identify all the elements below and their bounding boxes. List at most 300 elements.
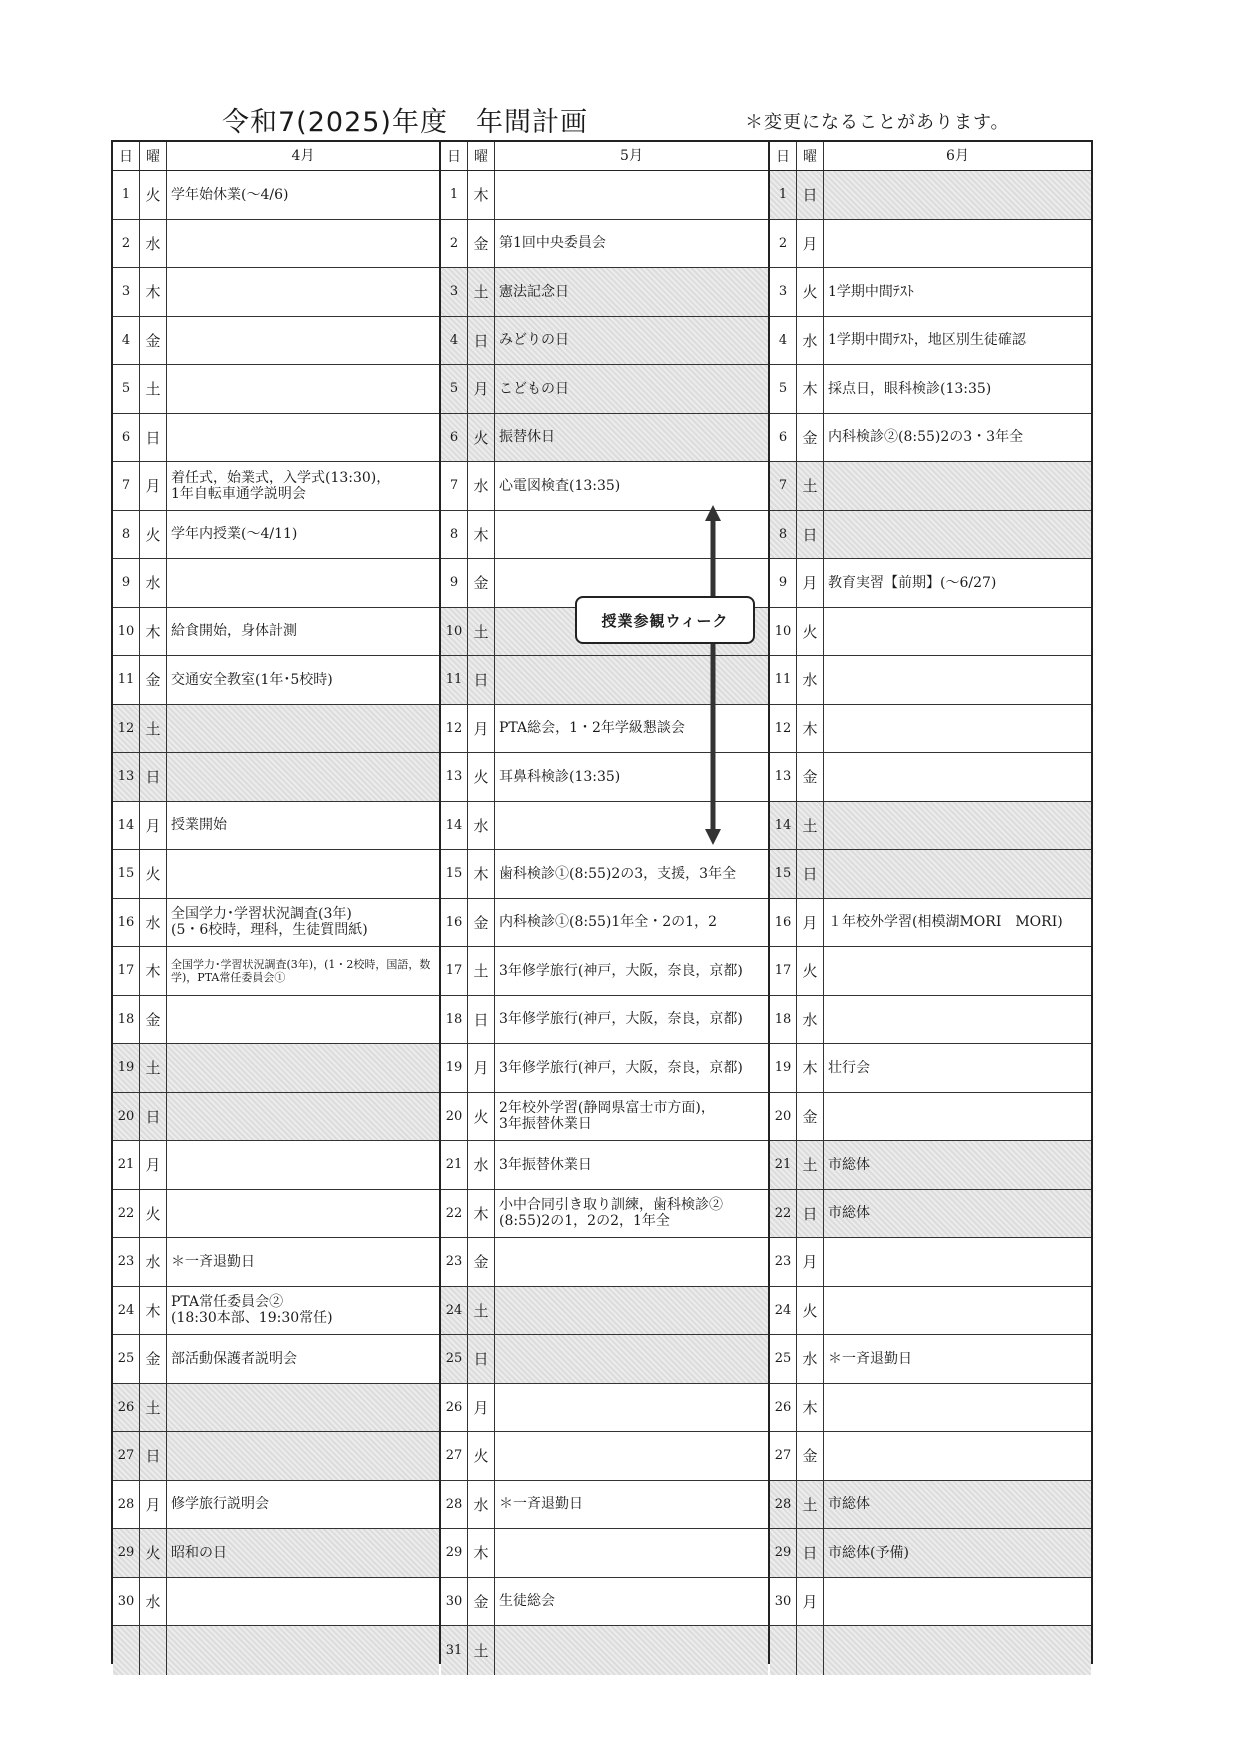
day-row bbox=[113, 753, 439, 802]
weekday: 土 bbox=[140, 1044, 167, 1092]
event-text: 採点日，眼科検診(13:35) bbox=[828, 380, 992, 397]
day-row bbox=[441, 414, 768, 463]
day-row bbox=[441, 1578, 768, 1627]
day-row bbox=[113, 1384, 439, 1433]
day-number: 11 bbox=[113, 656, 140, 704]
day-number: 8 bbox=[113, 511, 140, 559]
day-row bbox=[770, 1238, 1091, 1287]
event-text bbox=[167, 1141, 439, 1189]
weekday: 水 bbox=[140, 899, 167, 947]
day-row bbox=[113, 171, 439, 220]
event-text: 耳鼻科検診(13:35) bbox=[499, 768, 621, 785]
event-text: 市総体(予備) bbox=[828, 1544, 909, 1561]
day-row bbox=[770, 1093, 1091, 1142]
weekday: 金 bbox=[797, 753, 824, 801]
day-row bbox=[441, 1190, 768, 1239]
weekday-header: 曜 bbox=[140, 142, 167, 170]
day-row bbox=[441, 1335, 768, 1384]
event-text bbox=[167, 1044, 439, 1092]
day-number: 18 bbox=[441, 996, 468, 1044]
event-text bbox=[824, 996, 1091, 1044]
weekday: 日 bbox=[797, 850, 824, 898]
day-number: 25 bbox=[113, 1335, 140, 1383]
week-span-arrow bbox=[700, 505, 726, 845]
event-text: 学年始休業(～4/6) bbox=[171, 186, 289, 203]
event-text bbox=[824, 1626, 1091, 1675]
day-number: 15 bbox=[113, 850, 140, 898]
event-text: 3年修学旅行(神戸，大阪，奈良，京都) bbox=[499, 1011, 743, 1028]
day-number: 10 bbox=[770, 608, 797, 656]
weekday: 日 bbox=[140, 1093, 167, 1141]
day-row bbox=[113, 1093, 439, 1142]
day-row bbox=[770, 753, 1091, 802]
day-number: 4 bbox=[770, 317, 797, 365]
event-text bbox=[824, 656, 1091, 704]
day-row bbox=[441, 996, 768, 1045]
day-number: 23 bbox=[770, 1238, 797, 1286]
event-text bbox=[167, 850, 439, 898]
day-row bbox=[770, 1529, 1091, 1578]
day-number: 22 bbox=[113, 1190, 140, 1238]
day-number: 16 bbox=[441, 899, 468, 947]
day-number: 1 bbox=[441, 171, 468, 219]
weekday: 火 bbox=[140, 850, 167, 898]
day-number: 2 bbox=[441, 220, 468, 268]
event-text bbox=[167, 220, 439, 268]
day-row bbox=[113, 414, 439, 463]
day-row bbox=[770, 1384, 1091, 1433]
day-row bbox=[441, 462, 768, 511]
day-row bbox=[770, 1287, 1091, 1336]
day-row bbox=[113, 1529, 439, 1578]
day-header: 日 bbox=[441, 142, 468, 170]
event-text bbox=[824, 1287, 1091, 1335]
weekday: 木 bbox=[468, 1529, 495, 1577]
event-text bbox=[495, 1626, 768, 1675]
day-number: 2 bbox=[113, 220, 140, 268]
day-row bbox=[113, 1238, 439, 1287]
day-row bbox=[113, 1626, 439, 1675]
day-number: 18 bbox=[113, 996, 140, 1044]
day-row bbox=[113, 462, 439, 511]
day-row bbox=[441, 1287, 768, 1336]
day-row bbox=[113, 802, 439, 851]
day-row bbox=[770, 559, 1091, 608]
day-row bbox=[441, 1141, 768, 1190]
day-number: 12 bbox=[770, 705, 797, 753]
day-row bbox=[113, 1335, 439, 1384]
day-number: 7 bbox=[770, 462, 797, 510]
event-text: 修学旅行説明会 bbox=[171, 1496, 269, 1513]
weekday: 金 bbox=[468, 1238, 495, 1286]
day-number: 28 bbox=[441, 1481, 468, 1529]
event-text: 第1回中央委員会 bbox=[499, 235, 606, 252]
day-number: 27 bbox=[441, 1432, 468, 1480]
day-row bbox=[770, 317, 1091, 366]
header bbox=[0, 100, 1240, 140]
day-row bbox=[770, 608, 1091, 657]
day-row bbox=[113, 511, 439, 560]
day-number: 4 bbox=[113, 317, 140, 365]
day-row bbox=[441, 1481, 768, 1530]
day-number: 14 bbox=[113, 802, 140, 850]
day-number: 10 bbox=[441, 608, 468, 656]
day-row bbox=[441, 365, 768, 414]
day-number: 27 bbox=[113, 1432, 140, 1480]
weekday: 火 bbox=[468, 1432, 495, 1480]
day-row bbox=[113, 317, 439, 366]
weekday-header: 曜 bbox=[468, 142, 495, 170]
day-number: 3 bbox=[113, 268, 140, 316]
event-text bbox=[824, 1093, 1091, 1141]
day-row bbox=[770, 268, 1091, 317]
day-row bbox=[441, 899, 768, 948]
day-number: 13 bbox=[441, 753, 468, 801]
day-row bbox=[441, 220, 768, 269]
day-number: 8 bbox=[770, 511, 797, 559]
day-number: 21 bbox=[113, 1141, 140, 1189]
weekday: 土 bbox=[797, 1141, 824, 1189]
weekday: 水 bbox=[797, 996, 824, 1044]
weekday: 土 bbox=[140, 1384, 167, 1432]
change-note: ＊変更になることがあります。 bbox=[745, 112, 1010, 133]
day-number: 2 bbox=[770, 220, 797, 268]
day-number: 16 bbox=[113, 899, 140, 947]
day-row bbox=[113, 899, 439, 948]
event-text bbox=[495, 1287, 768, 1335]
weekday: 金 bbox=[468, 220, 495, 268]
event-text: 内科検診①(8:55)1年全・2の1，2 bbox=[499, 914, 717, 931]
day-row bbox=[770, 705, 1091, 754]
event-text bbox=[824, 753, 1091, 801]
day-number: 20 bbox=[441, 1093, 468, 1141]
day-number: 18 bbox=[770, 996, 797, 1044]
weekday: 日 bbox=[140, 1432, 167, 1480]
event-text: 2年校外学習(静岡県富士市方面)， 3年振替休業日 bbox=[499, 1100, 715, 1133]
event-text bbox=[824, 1578, 1091, 1626]
day-number: 24 bbox=[441, 1287, 468, 1335]
day-number: 9 bbox=[113, 559, 140, 607]
event-text bbox=[495, 171, 768, 219]
day-row bbox=[770, 850, 1091, 899]
weekday: 火 bbox=[140, 1529, 167, 1577]
event-text bbox=[167, 317, 439, 365]
day-row bbox=[441, 317, 768, 366]
event-text: 給食開始，身体計測 bbox=[171, 623, 297, 640]
day-row bbox=[113, 850, 439, 899]
day-number: 9 bbox=[441, 559, 468, 607]
day-number: 22 bbox=[441, 1190, 468, 1238]
weekday bbox=[140, 1626, 167, 1675]
event-text: ＊一斉退勤日 bbox=[828, 1350, 912, 1367]
day-row bbox=[113, 947, 439, 996]
weekday: 月 bbox=[140, 1481, 167, 1529]
weekday: 水 bbox=[140, 1238, 167, 1286]
day-row bbox=[441, 1238, 768, 1287]
day-number: 30 bbox=[441, 1578, 468, 1626]
day-number: 19 bbox=[113, 1044, 140, 1092]
day-number: 15 bbox=[441, 850, 468, 898]
event-text: 学年内授業(～4/11) bbox=[171, 526, 298, 543]
weekday: 火 bbox=[797, 608, 824, 656]
day-number bbox=[113, 1626, 140, 1675]
day-number: 6 bbox=[441, 414, 468, 462]
month-column-4 bbox=[113, 142, 441, 1662]
day-number: 30 bbox=[770, 1578, 797, 1626]
event-text: 交通安全教室(1年･5校時) bbox=[171, 671, 333, 688]
weekday: 火 bbox=[797, 947, 824, 995]
weekday: 木 bbox=[797, 705, 824, 753]
weekday: 土 bbox=[468, 1287, 495, 1335]
day-number: 3 bbox=[441, 268, 468, 316]
event-text: 1学期中間ﾃｽﾄ，地区別生徒確認 bbox=[828, 332, 1026, 349]
weekday: 日 bbox=[797, 171, 824, 219]
day-row bbox=[113, 1432, 439, 1481]
weekday: 日 bbox=[468, 317, 495, 365]
event-text bbox=[824, 171, 1091, 219]
event-text: PTA総会，1・2年学級懇談会 bbox=[499, 720, 685, 737]
event-text bbox=[167, 753, 439, 801]
day-number: 5 bbox=[441, 365, 468, 413]
day-number: 10 bbox=[113, 608, 140, 656]
event-text: 3年振替休業日 bbox=[499, 1156, 592, 1173]
day-row bbox=[441, 171, 768, 220]
weekday: 水 bbox=[468, 1481, 495, 1529]
day-row bbox=[770, 414, 1091, 463]
event-text: 市総体 bbox=[828, 1156, 870, 1173]
day-row bbox=[441, 1093, 768, 1142]
weekday: 水 bbox=[797, 656, 824, 704]
day-row bbox=[113, 1190, 439, 1239]
weekday: 土 bbox=[468, 268, 495, 316]
day-number: 25 bbox=[770, 1335, 797, 1383]
event-text: 生徒総会 bbox=[499, 1593, 555, 1610]
day-number: 17 bbox=[770, 947, 797, 995]
day-number: 17 bbox=[441, 947, 468, 995]
weekday: 日 bbox=[797, 1529, 824, 1577]
weekday: 土 bbox=[797, 1481, 824, 1529]
day-row bbox=[113, 656, 439, 705]
event-text bbox=[824, 220, 1091, 268]
weekday: 金 bbox=[468, 899, 495, 947]
day-number: 11 bbox=[770, 656, 797, 704]
event-text: 小中合同引き取り訓練，歯科検診② (8:55)2の1，2の2，1年全 bbox=[499, 1197, 723, 1230]
event-text: 着任式，始業式，入学式(13:30)， 1年自転車通学説明会 bbox=[171, 469, 391, 502]
event-text bbox=[167, 1578, 439, 1626]
day-number: 9 bbox=[770, 559, 797, 607]
day-row bbox=[113, 268, 439, 317]
weekday: 木 bbox=[797, 1384, 824, 1432]
event-text: 全国学力･学習状況調査(3年)，(1・2校時，国語，数学)，PTA常任委員会① bbox=[171, 957, 431, 984]
day-number: 19 bbox=[441, 1044, 468, 1092]
day-number: 29 bbox=[770, 1529, 797, 1577]
day-row bbox=[441, 850, 768, 899]
weekday: 月 bbox=[468, 1384, 495, 1432]
day-number: 1 bbox=[770, 171, 797, 219]
weekday: 火 bbox=[140, 511, 167, 559]
day-number: 17 bbox=[113, 947, 140, 995]
month-label: 5月 bbox=[620, 148, 643, 164]
event-text bbox=[495, 802, 768, 850]
weekday: 火 bbox=[140, 171, 167, 219]
weekday: 木 bbox=[140, 947, 167, 995]
day-row bbox=[770, 802, 1091, 851]
day-row bbox=[113, 608, 439, 657]
day-row bbox=[770, 1578, 1091, 1627]
event-text bbox=[167, 705, 439, 753]
weekday: 火 bbox=[797, 1287, 824, 1335]
day-number: 7 bbox=[113, 462, 140, 510]
weekday: 月 bbox=[797, 220, 824, 268]
day-number: 30 bbox=[113, 1578, 140, 1626]
weekday: 土 bbox=[468, 608, 495, 656]
weekday: 日 bbox=[797, 511, 824, 559]
month-label: 6月 bbox=[946, 148, 969, 164]
event-text: 全国学力･学習状況調査(3年) (5・6校時，理科，生徒質問紙) bbox=[171, 906, 368, 939]
event-text: 3年修学旅行(神戸，大阪，奈良，京都) bbox=[499, 1059, 743, 1076]
day-number: 3 bbox=[770, 268, 797, 316]
weekday: 土 bbox=[140, 705, 167, 753]
day-number bbox=[770, 1626, 797, 1675]
weekday: 木 bbox=[140, 1287, 167, 1335]
event-text: 市総体 bbox=[828, 1496, 870, 1513]
day-number: 27 bbox=[770, 1432, 797, 1480]
day-row bbox=[441, 1044, 768, 1093]
day-row bbox=[770, 462, 1091, 511]
day-row bbox=[113, 1287, 439, 1336]
weekday: 金 bbox=[140, 1335, 167, 1383]
weekday: 金 bbox=[797, 1432, 824, 1480]
day-number: 20 bbox=[770, 1093, 797, 1141]
event-text: みどりの日 bbox=[499, 332, 569, 349]
day-number: 23 bbox=[113, 1238, 140, 1286]
weekday: 木 bbox=[468, 850, 495, 898]
weekday: 土 bbox=[468, 1626, 495, 1675]
day-number: 12 bbox=[441, 705, 468, 753]
event-text: ＊一斉退勤日 bbox=[171, 1253, 255, 1270]
event-text: 教育実習【前期】(～6/27) bbox=[828, 574, 997, 591]
event-text bbox=[824, 1384, 1091, 1432]
day-number: 13 bbox=[113, 753, 140, 801]
day-number: 24 bbox=[770, 1287, 797, 1335]
weekday: 土 bbox=[797, 462, 824, 510]
event-text: PTA常任委員会② (18:30本部、19:30常任) bbox=[171, 1294, 333, 1327]
day-row bbox=[441, 268, 768, 317]
day-number: 8 bbox=[441, 511, 468, 559]
weekday: 月 bbox=[140, 802, 167, 850]
event-text bbox=[495, 1432, 768, 1480]
day-row bbox=[770, 1141, 1091, 1190]
event-text bbox=[167, 414, 439, 462]
day-row bbox=[770, 1044, 1091, 1093]
event-text: 3年修学旅行(神戸，大阪，奈良，京都) bbox=[499, 962, 743, 979]
weekday: 木 bbox=[468, 511, 495, 559]
weekday: 月 bbox=[140, 1141, 167, 1189]
day-row bbox=[770, 1626, 1091, 1675]
weekday: 日 bbox=[468, 996, 495, 1044]
day-row bbox=[113, 220, 439, 269]
day-number: 21 bbox=[441, 1141, 468, 1189]
day-header: 日 bbox=[770, 142, 797, 170]
weekday: 火 bbox=[468, 414, 495, 462]
weekday: 金 bbox=[797, 414, 824, 462]
weekday: 月 bbox=[468, 1044, 495, 1092]
month-label: 4月 bbox=[291, 148, 315, 164]
event-text bbox=[824, 1238, 1091, 1286]
event-text: １年校外学習(相模湖MORI MORI) bbox=[828, 914, 1063, 931]
weekday: 月 bbox=[797, 899, 824, 947]
event-text bbox=[495, 1529, 768, 1577]
day-row bbox=[113, 365, 439, 414]
weekday-header: 曜 bbox=[797, 142, 824, 170]
event-text bbox=[824, 462, 1091, 510]
event-text bbox=[495, 1384, 768, 1432]
event-text bbox=[824, 1432, 1091, 1480]
event-text bbox=[167, 996, 439, 1044]
day-row bbox=[770, 365, 1091, 414]
event-text: 部活動保護者説明会 bbox=[171, 1350, 297, 1367]
event-text: 昭和の日 bbox=[171, 1544, 227, 1561]
day-row bbox=[770, 1432, 1091, 1481]
weekday: 木 bbox=[797, 365, 824, 413]
event-text: ＊一斉退勤日 bbox=[499, 1496, 583, 1513]
annual-calendar-table bbox=[111, 140, 1093, 1664]
day-row bbox=[770, 1190, 1091, 1239]
weekday: 水 bbox=[140, 1578, 167, 1626]
weekday: 金 bbox=[140, 996, 167, 1044]
event-text bbox=[495, 511, 768, 559]
weekday: 火 bbox=[468, 753, 495, 801]
weekday: 日 bbox=[468, 656, 495, 704]
month-column-5 bbox=[441, 142, 770, 1662]
event-text bbox=[167, 365, 439, 413]
day-header: 日 bbox=[113, 142, 140, 170]
day-row bbox=[770, 656, 1091, 705]
day-number: 29 bbox=[441, 1529, 468, 1577]
event-text bbox=[167, 1432, 439, 1480]
day-number: 6 bbox=[113, 414, 140, 462]
event-text bbox=[495, 656, 768, 704]
day-row bbox=[441, 947, 768, 996]
weekday: 金 bbox=[468, 1578, 495, 1626]
weekday: 水 bbox=[468, 462, 495, 510]
month-column-6 bbox=[770, 142, 1091, 1662]
day-row bbox=[113, 1578, 439, 1627]
event-text: 振替休日 bbox=[499, 429, 555, 446]
event-text bbox=[495, 1335, 768, 1383]
weekday: 水 bbox=[797, 1335, 824, 1383]
weekday: 木 bbox=[468, 171, 495, 219]
day-number: 22 bbox=[770, 1190, 797, 1238]
day-row bbox=[770, 171, 1091, 220]
day-row bbox=[113, 1481, 439, 1530]
weekday: 火 bbox=[468, 1093, 495, 1141]
weekday: 木 bbox=[468, 1190, 495, 1238]
day-number: 5 bbox=[770, 365, 797, 413]
event-text: 市総体 bbox=[828, 1205, 870, 1222]
day-number: 28 bbox=[113, 1481, 140, 1529]
weekday: 水 bbox=[468, 1141, 495, 1189]
day-row bbox=[113, 1141, 439, 1190]
day-row bbox=[770, 1481, 1091, 1530]
weekday: 金 bbox=[140, 656, 167, 704]
weekday: 木 bbox=[797, 1044, 824, 1092]
event-text bbox=[167, 559, 439, 607]
day-row bbox=[441, 1529, 768, 1578]
month-header-row bbox=[770, 142, 1091, 171]
day-number: 16 bbox=[770, 899, 797, 947]
day-number: 23 bbox=[441, 1238, 468, 1286]
